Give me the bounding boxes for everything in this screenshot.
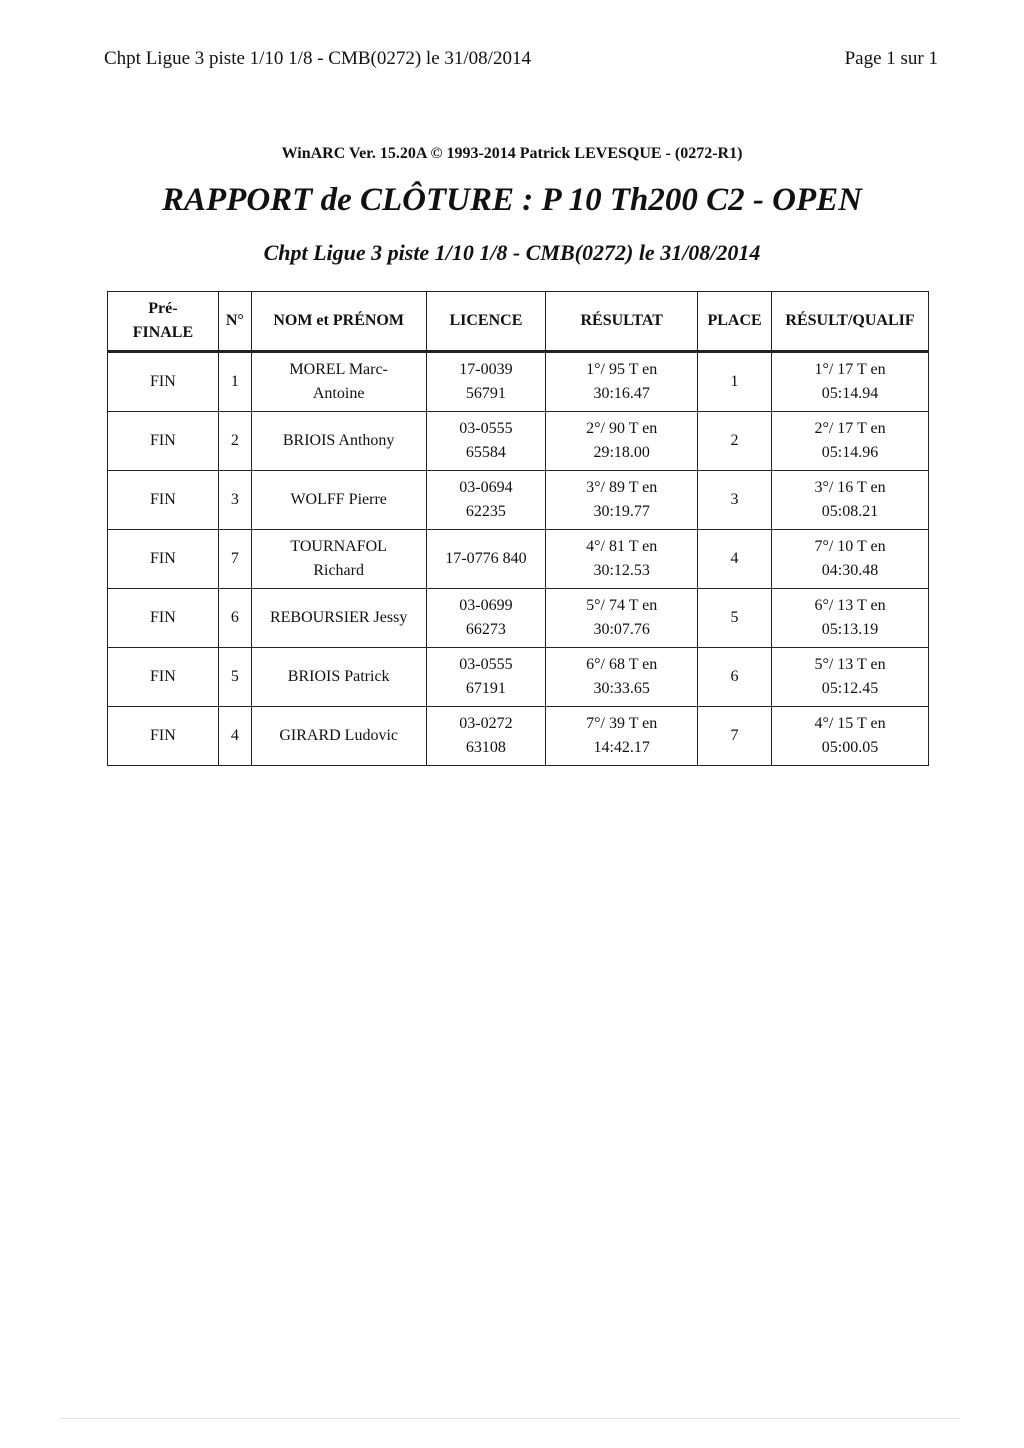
cell-qualif xyxy=(772,530,929,589)
cell-prefinale-text: FIN xyxy=(150,491,176,508)
col-header-name: NOM et PRÉNOM xyxy=(251,292,426,352)
header-competition: Chpt Ligue 3 piste 1/10 1/8 - CMB(0272) le 31/08/2014 xyxy=(104,48,531,69)
table-row xyxy=(108,352,929,412)
cell-place xyxy=(698,471,772,530)
scan-bottom-line xyxy=(60,1418,960,1419)
cell-name-text: Antoine xyxy=(312,385,365,402)
cell-name-text: GIRARD Ludovic xyxy=(279,727,398,744)
cell-num-text: 1 xyxy=(230,373,239,390)
cell-num xyxy=(218,648,251,707)
cell-resultat-text: 2°/ 90 T en xyxy=(586,420,658,437)
cell-place-text: 4 xyxy=(730,550,739,567)
cell-prefinale-text: FIN xyxy=(150,373,176,390)
cell-place xyxy=(698,412,772,471)
cell-licence xyxy=(426,530,546,589)
cell-qualif-text: 4°/ 15 T en xyxy=(814,715,886,732)
cell-licence-text: 03-0694 xyxy=(459,479,513,496)
cell-licence-text: 63108 xyxy=(465,739,506,756)
cell-name-text: MOREL Marc- xyxy=(289,361,388,378)
cell-qualif-text: 7°/ 10 T en xyxy=(814,538,886,555)
cell-licence-text: 62235 xyxy=(465,503,506,520)
col-header-prefinale-line1: Pré- xyxy=(148,300,178,317)
cell-qualif-text: 3°/ 16 T en xyxy=(814,479,886,496)
col-header-qualif: RÉSULT/QUALIF xyxy=(772,292,929,352)
cell-licence xyxy=(426,412,546,471)
cell-licence xyxy=(426,589,546,648)
cell-qualif-text: 05:14.94 xyxy=(821,385,879,402)
cell-qualif-text: 6°/ 13 T en xyxy=(814,597,886,614)
cell-place-text: 1 xyxy=(730,373,739,390)
cell-prefinale-text: FIN xyxy=(150,609,176,626)
cell-qualif-text: 2°/ 17 T en xyxy=(814,420,886,437)
cell-name xyxy=(251,707,426,766)
cell-name-text: WOLFF Pierre xyxy=(290,491,387,508)
cell-qualif xyxy=(772,707,929,766)
cell-resultat-text: 6°/ 68 T en xyxy=(586,656,658,673)
cell-resultat-text: 30:16.47 xyxy=(593,385,650,402)
cell-qualif-text: 05:14.96 xyxy=(821,444,879,461)
cell-place-text: 6 xyxy=(730,668,739,685)
cell-num xyxy=(218,471,251,530)
cell-place xyxy=(698,648,772,707)
cell-resultat-text: 30:12.53 xyxy=(593,562,650,579)
cell-name xyxy=(251,471,426,530)
cell-licence-text: 66273 xyxy=(465,621,506,638)
table-body xyxy=(108,352,929,766)
cell-resultat-text: 30:07.76 xyxy=(593,621,650,638)
cell-resultat-text: 30:19.77 xyxy=(593,503,650,520)
cell-name xyxy=(251,412,426,471)
cell-num xyxy=(218,589,251,648)
cell-resultat-text: 14:42.17 xyxy=(593,739,650,756)
cell-place xyxy=(698,589,772,648)
cell-prefinale xyxy=(108,530,219,589)
cell-qualif-text: 04:30.48 xyxy=(821,562,879,579)
cell-licence-text: 67191 xyxy=(465,680,506,697)
cell-qualif-text: 05:00.05 xyxy=(821,739,879,756)
cell-place-text: 2 xyxy=(730,432,739,449)
results-table xyxy=(107,291,929,766)
cell-qualif-text: 05:12.45 xyxy=(821,680,879,697)
col-header-prefinale-line2: FINALE xyxy=(132,324,194,341)
cell-licence-text: 03-0272 xyxy=(459,715,513,732)
cell-place xyxy=(698,530,772,589)
cell-resultat xyxy=(546,648,698,707)
cell-num-text: 5 xyxy=(230,668,239,685)
cell-qualif xyxy=(772,648,929,707)
cell-num-text: 7 xyxy=(230,550,239,567)
cell-qualif-text: 5°/ 13 T en xyxy=(814,656,886,673)
cell-prefinale-text: FIN xyxy=(150,668,176,685)
cell-licence xyxy=(426,352,546,412)
cell-resultat xyxy=(546,412,698,471)
header-page-number: Page 1 sur 1 xyxy=(844,48,938,69)
cell-prefinale xyxy=(108,707,219,766)
cell-resultat-text: 30:33.65 xyxy=(593,680,650,697)
cell-resultat-text: 7°/ 39 T en xyxy=(586,715,658,732)
cell-num-text: 3 xyxy=(230,491,239,508)
cell-qualif xyxy=(772,471,929,530)
cell-qualif-text: 05:08.21 xyxy=(821,503,879,520)
cell-num-text: 6 xyxy=(230,609,239,626)
table-row xyxy=(108,412,929,471)
report-subtitle: Chpt Ligue 3 piste 1/10 1/8 - CMB(0272) le 31/08/2014 xyxy=(263,240,761,265)
cell-num-text: 4 xyxy=(230,727,239,744)
cell-licence-text: 03-0555 xyxy=(459,420,513,437)
cell-name xyxy=(251,648,426,707)
cell-prefinale-text: FIN xyxy=(150,550,176,567)
cell-licence-text: 03-0699 xyxy=(459,597,513,614)
col-header-resultat: RÉSULTAT xyxy=(546,292,698,352)
cell-prefinale xyxy=(108,352,219,412)
cell-place xyxy=(698,707,772,766)
cell-licence xyxy=(426,707,546,766)
cell-name-text: BRIOIS Anthony xyxy=(282,432,395,449)
cell-prefinale-text: FIN xyxy=(150,727,176,744)
cell-prefinale xyxy=(108,471,219,530)
cell-name-text: Richard xyxy=(313,562,364,579)
cell-qualif-text: 05:13.19 xyxy=(821,621,879,638)
cell-resultat xyxy=(546,530,698,589)
cell-num xyxy=(218,530,251,589)
col-header-licence: LICENCE xyxy=(426,292,546,352)
cell-licence-text: 17-0039 xyxy=(459,361,513,378)
cell-num xyxy=(218,352,251,412)
cell-resultat xyxy=(546,707,698,766)
cell-qualif-text: 1°/ 17 T en xyxy=(814,361,886,378)
report-title: RAPPORT de CLÔTURE : P 10 Th200 C2 - OPEN xyxy=(161,182,862,218)
table-row xyxy=(108,707,929,766)
cell-prefinale-text: FIN xyxy=(150,432,176,449)
cell-name-text: REBOURSIER Jessy xyxy=(269,609,408,626)
col-header-num: N° xyxy=(218,292,251,352)
cell-resultat xyxy=(546,471,698,530)
cell-num-text: 2 xyxy=(230,432,239,449)
table-row xyxy=(108,530,929,589)
cell-name xyxy=(251,530,426,589)
table-header xyxy=(108,292,929,352)
cell-licence xyxy=(426,648,546,707)
cell-resultat-text: 4°/ 81 T en xyxy=(586,538,658,555)
cell-resultat-text: 5°/ 74 T en xyxy=(586,597,658,614)
cell-place-text: 3 xyxy=(730,491,739,508)
cell-qualif xyxy=(772,412,929,471)
col-header-prefinale xyxy=(108,292,219,352)
cell-qualif xyxy=(772,352,929,412)
cell-place-text: 5 xyxy=(730,609,739,626)
table-row xyxy=(108,589,929,648)
table-row xyxy=(108,648,929,707)
cell-place xyxy=(698,352,772,412)
col-header-place: PLACE xyxy=(698,292,772,352)
page-header xyxy=(104,48,938,76)
cell-licence-text: 17-0776 840 xyxy=(445,550,527,567)
cell-name xyxy=(251,589,426,648)
cell-num xyxy=(218,412,251,471)
cell-resultat xyxy=(546,352,698,412)
cell-resultat xyxy=(546,589,698,648)
cell-licence-text: 03-0555 xyxy=(459,656,513,673)
cell-prefinale xyxy=(108,648,219,707)
cell-prefinale xyxy=(108,589,219,648)
cell-name-text: BRIOIS Patrick xyxy=(287,668,390,685)
cell-resultat-text: 29:18.00 xyxy=(593,444,650,461)
cell-prefinale xyxy=(108,412,219,471)
cell-licence-text: 65584 xyxy=(465,444,506,461)
cell-licence-text: 56791 xyxy=(465,385,506,402)
cell-place-text: 7 xyxy=(730,727,739,744)
software-version-line: WinARC Ver. 15.20A © 1993-2014 Patrick LEVESQUE - (0272-R1) xyxy=(281,145,743,162)
cell-name xyxy=(251,352,426,412)
cell-qualif xyxy=(772,589,929,648)
cell-resultat-text: 3°/ 89 T en xyxy=(586,479,658,496)
cell-resultat-text: 1°/ 95 T en xyxy=(586,361,658,378)
cell-num xyxy=(218,707,251,766)
table-row xyxy=(108,471,929,530)
cell-licence xyxy=(426,471,546,530)
cell-name-text: TOURNAFOL xyxy=(290,538,387,555)
